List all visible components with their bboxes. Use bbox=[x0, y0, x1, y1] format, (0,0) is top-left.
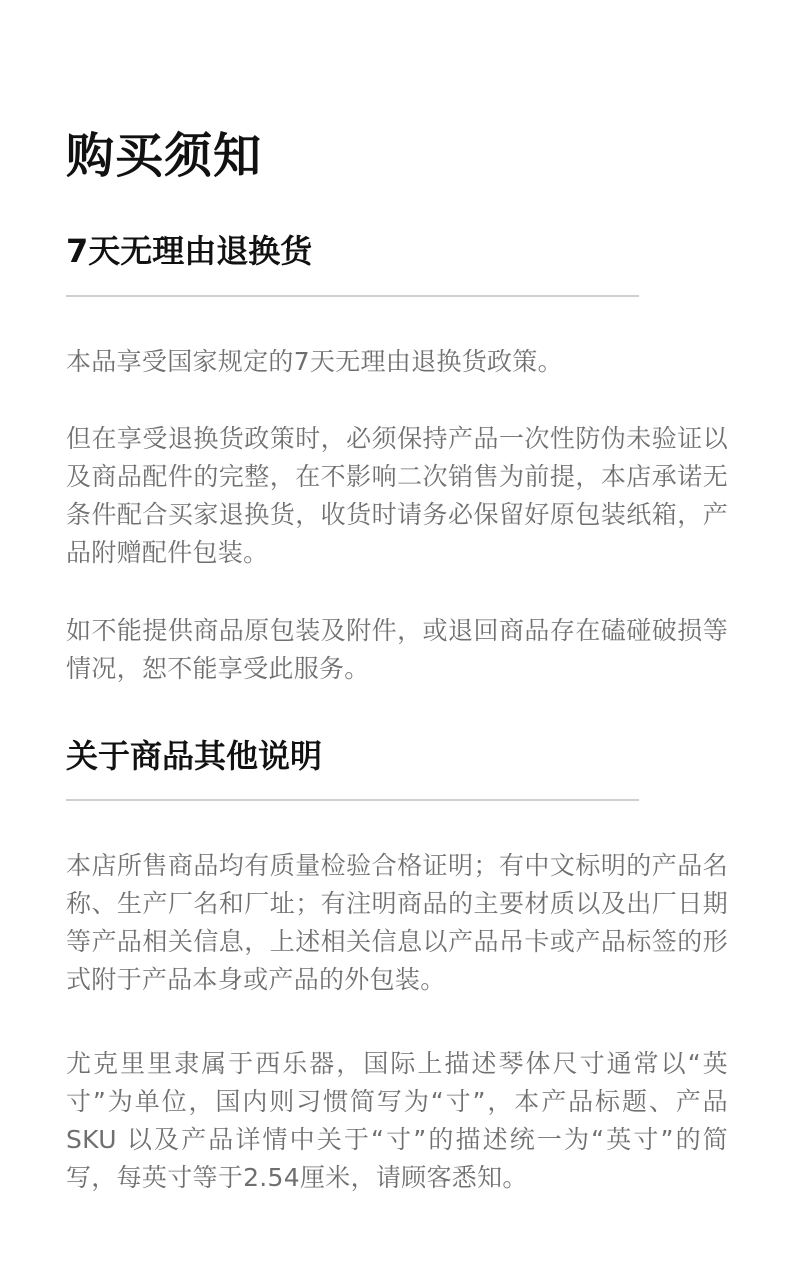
section-divider bbox=[66, 295, 639, 297]
section-title-product-notes: 关于商品其他说明 bbox=[66, 737, 323, 775]
quality-certification-paragraph: 本店所售商品均有质量检验合格证明；有中文标明的产品名称、生产厂名和厂址；有注明商品的主要材质以及出厂日期等产品相关信息，上述相关信息以产品吊卡或产品标签的形式附于产品本身或产品的外包装。 bbox=[66, 851, 728, 994]
section-divider bbox=[66, 799, 639, 801]
return-conditions-paragraph: 但在享受退换货政策时，必须保持产品一次性防伪未验证以及商品配件的完整，在不影响二次销售为前提，本店承诺无条件配合买家退换货，收货时请务必保留好原包装纸箱，产品附赠配件包装。 bbox=[66, 424, 728, 567]
size-unit-paragraph: 尤克里里隶属于西乐器，国际上描述琴体尺寸通常以“英寸”为单位，国内则习惯简写为“寸”，本产品标题、产品 SKU 以及产品详情中关于“寸”的描述统一为“英寸”的简写，每英寸等于2.54厘米，请顾客悉知。 bbox=[66, 1049, 728, 1192]
page-title: 购买须知 bbox=[66, 128, 263, 184]
section-title-return-policy: 7天无理由退换货 bbox=[66, 232, 313, 270]
return-policy-paragraph: 本品享受国家规定的7天无理由退换货政策。 bbox=[66, 347, 563, 376]
return-exclusions-paragraph: 如不能提供商品原包装及附件，或退回商品存在磕碰破损等情况，恕不能享受此服务。 bbox=[66, 616, 728, 683]
